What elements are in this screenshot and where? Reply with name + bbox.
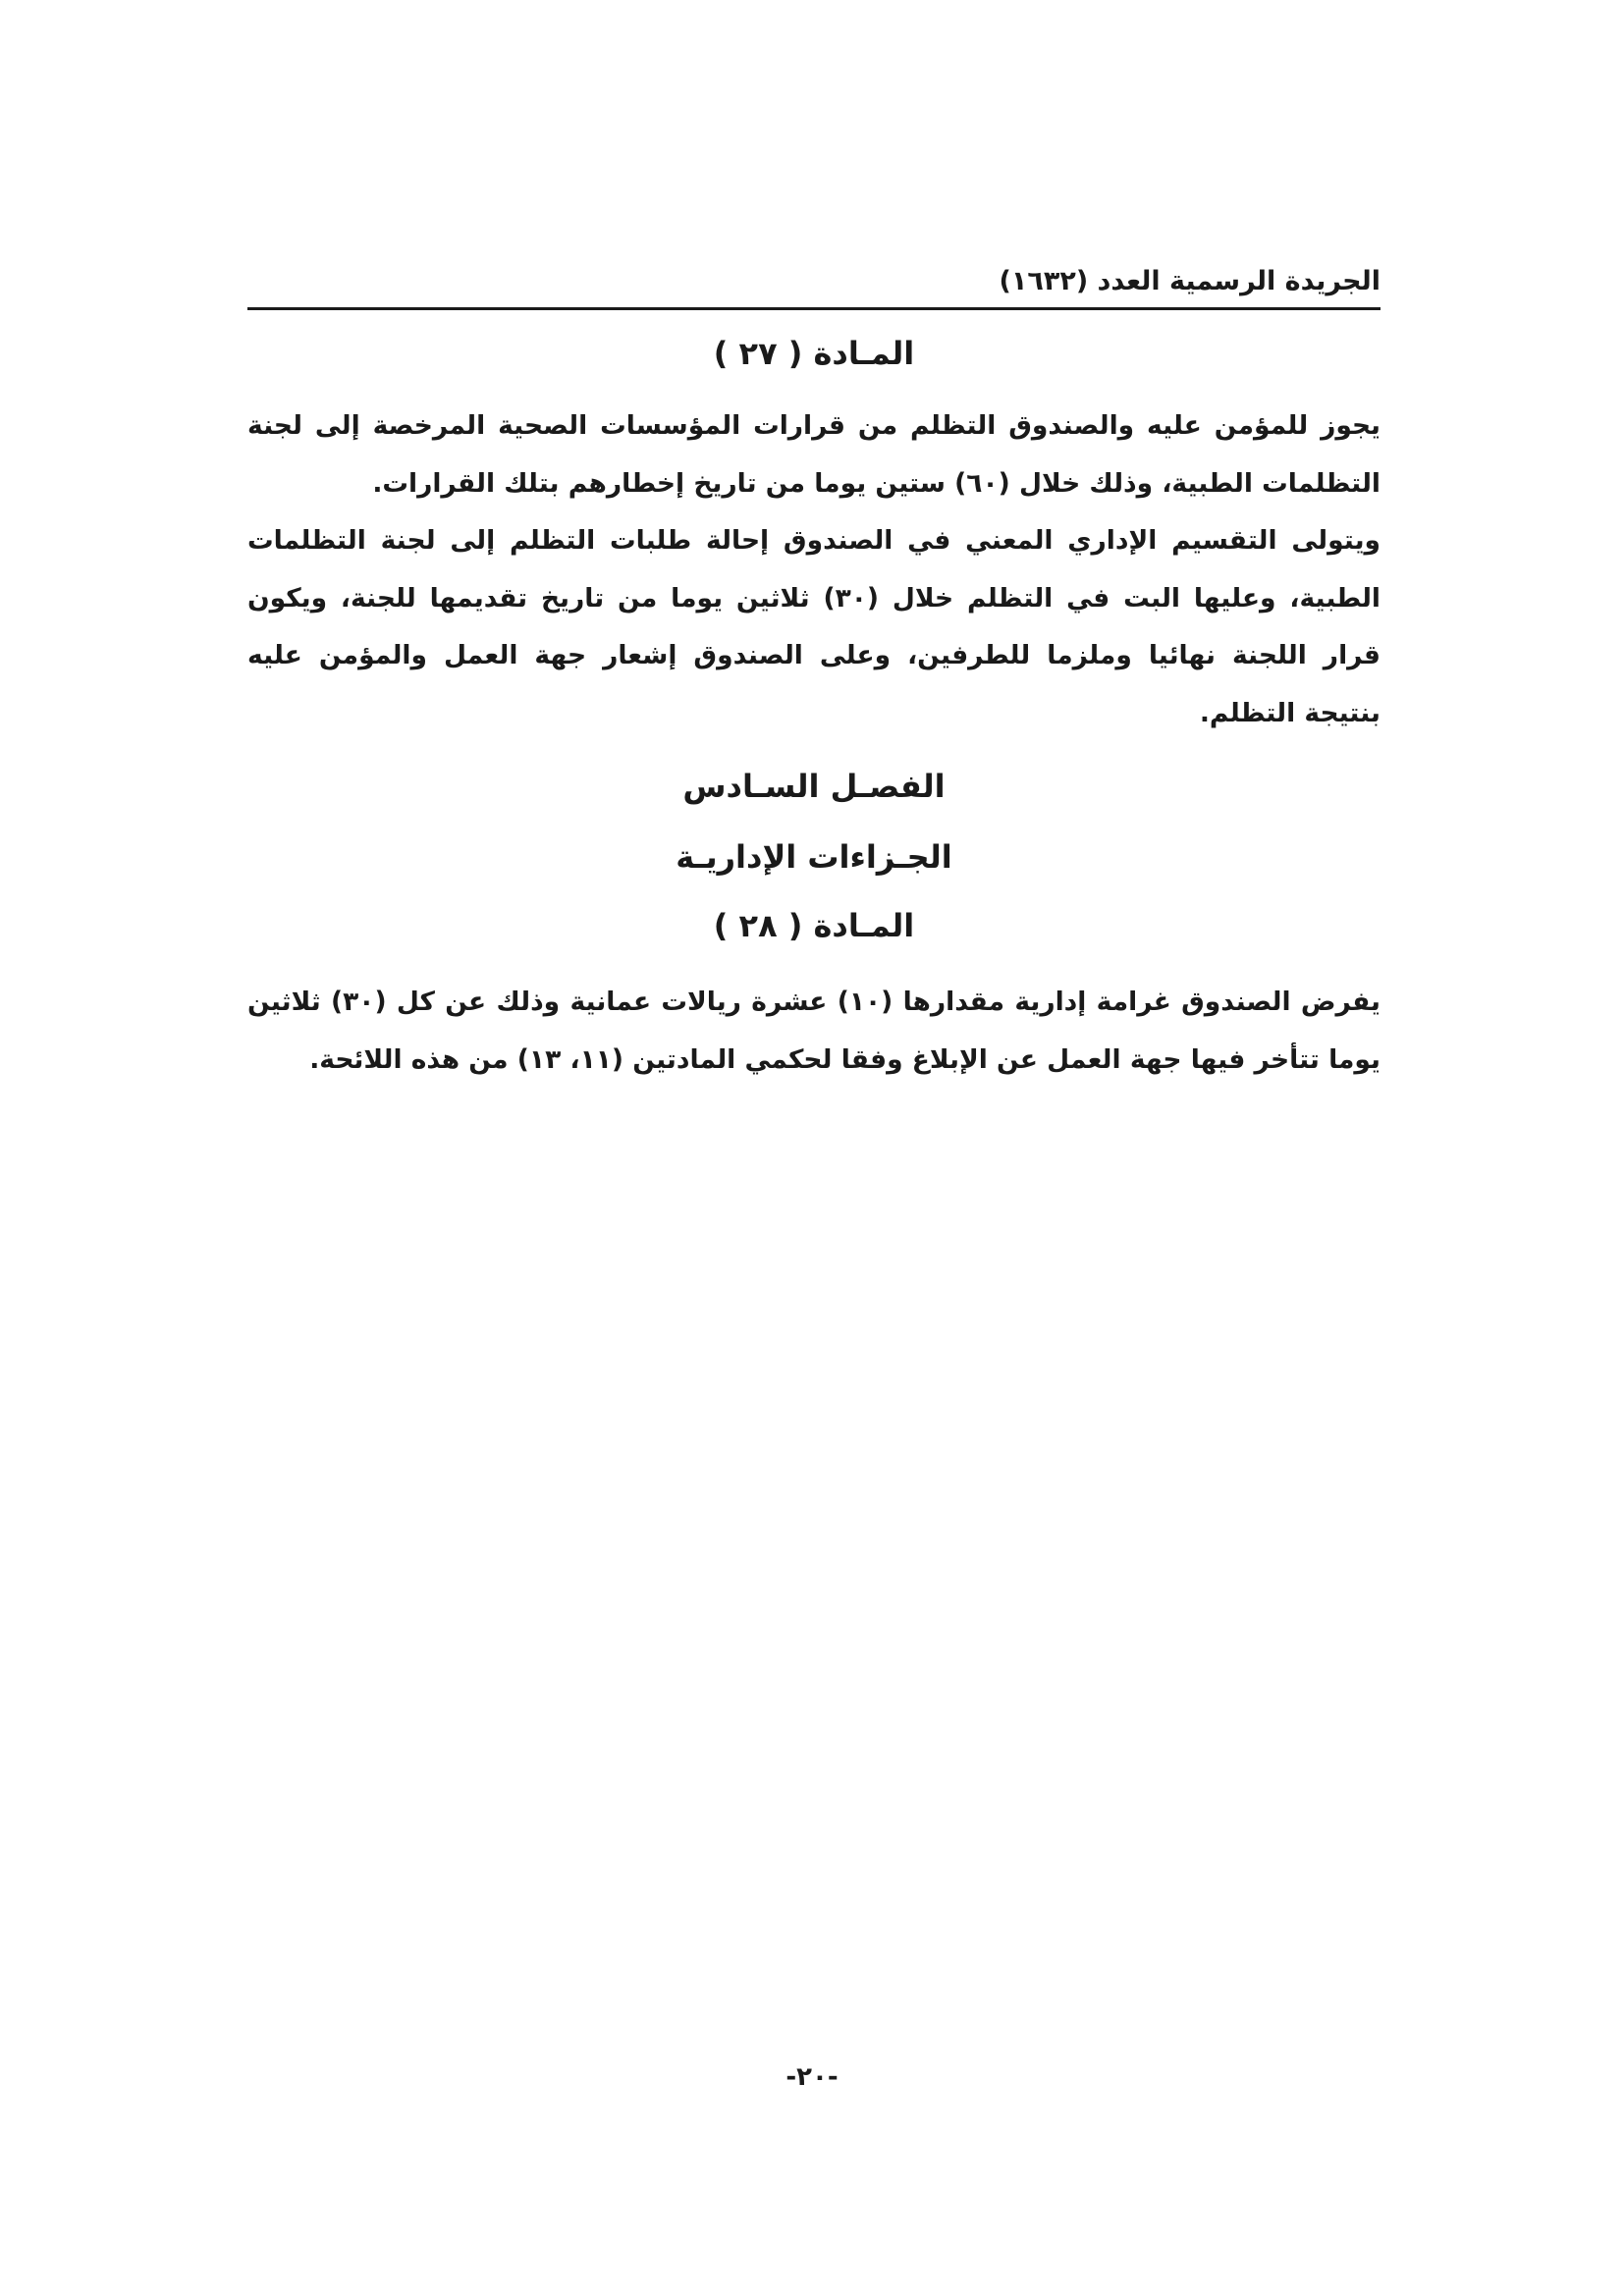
article-27-paragraph-2: ويتولى التقسيم الإداري المعني في الصندوق إحالة طلبات التظلم إلى لجنة التظلمات الطبية، وعليها البت في التظلم خلال (٣٠) ثلاثين يوما من تاريخ تقديمها للجنة، ويكون قرار اللجنة نهائيا وملزما للطرفين، وعلى الصندوق إشعار جهة العمل والمؤمن عليه بنتيجة التظلم. [247, 525, 1380, 728]
article-28-heading: المـادة ( ٢٨ ) [713, 907, 915, 944]
article-28-paragraph-1: يفرض الصندوق غرامة إدارية مقدارها (١٠) عشرة ريالات عمانية وذلك عن كل (٣٠) ثلاثين يوما تتأخر فيها جهة العمل عن الإبلاغ وفقا لحكمي المادتين (١١، ١٣) من هذه اللائحة. [247, 987, 1380, 1075]
page-number: -٢٠- [785, 2062, 839, 2092]
article-27-paragraph-1: يجوز للمؤمن عليه والصندوق التظلم من قرارات المؤسسات الصحية المرخصة إلى لجنة التظلمات الطبية، وذلك خلال (٦٠) ستين يوما من تاريخ إخطارهم بتلك القرارات. [247, 410, 1380, 499]
running-header: الجريدة الرسمية العدد (١٦٣٢) [999, 266, 1380, 296]
chapter-subtitle: الجـزاءات الإداريـة [676, 838, 952, 876]
header-divider [247, 307, 1380, 310]
article-28 [247, 901, 1380, 1089]
chapter-title: الفصـل السـادس [682, 768, 946, 805]
page-content [247, 329, 1380, 1089]
article-27-heading: المـادة ( ٢٧ ) [713, 335, 915, 372]
chapter-six [247, 762, 1380, 881]
article-27 [247, 329, 1380, 742]
